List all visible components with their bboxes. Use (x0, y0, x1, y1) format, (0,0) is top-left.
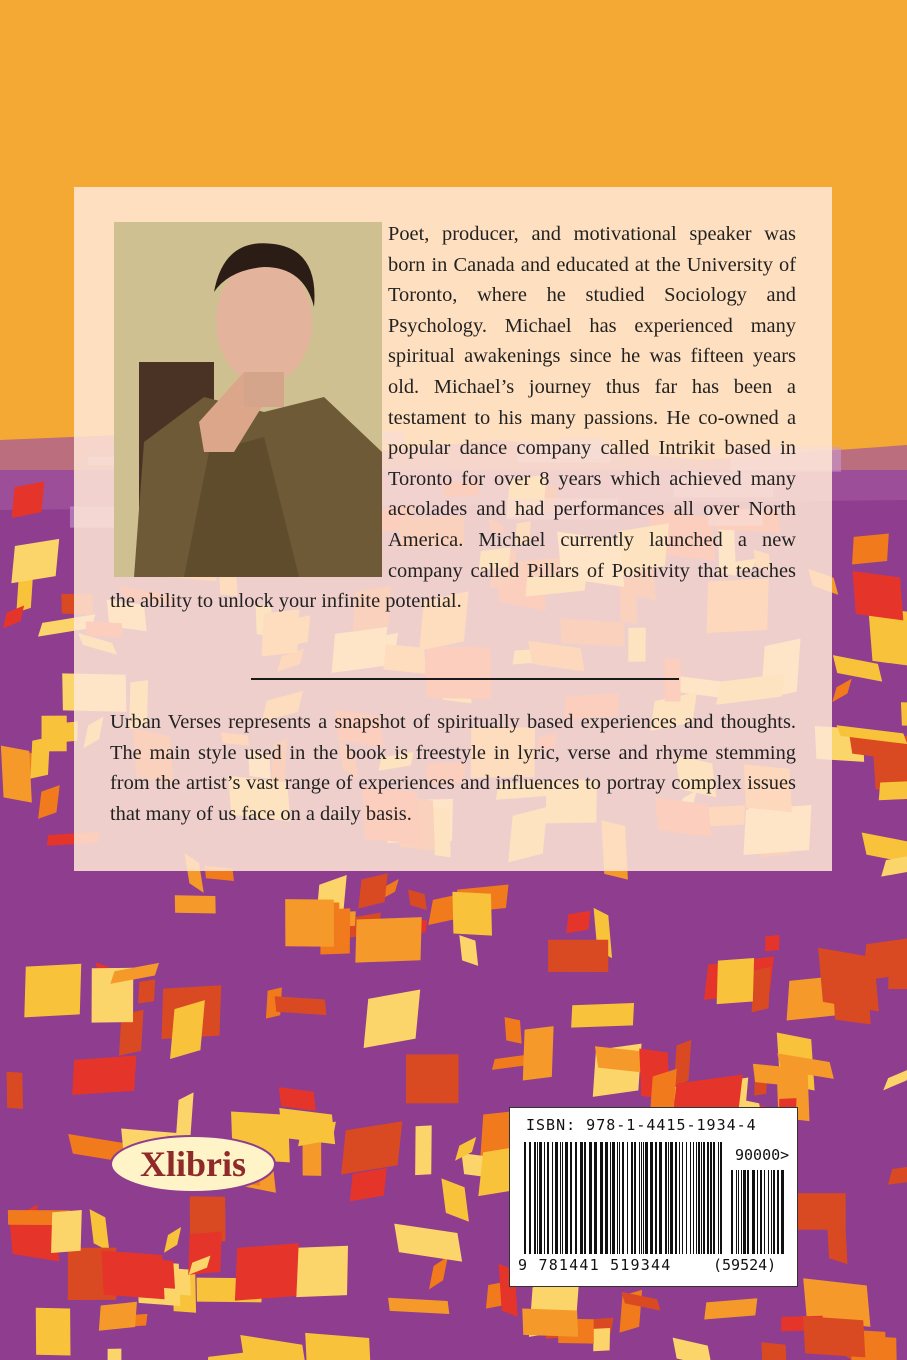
barcode-bar (760, 1170, 762, 1254)
publisher-logo (108, 1134, 278, 1194)
decorative-block (803, 1316, 865, 1357)
decorative-block (752, 967, 771, 1013)
price-code: (59524) (713, 1256, 777, 1274)
barcode-bar (731, 1170, 733, 1254)
decorative-block (296, 1246, 348, 1297)
decorative-block (1, 746, 32, 803)
decorative-block (138, 979, 155, 1003)
barcode-bar (679, 1142, 680, 1254)
barcode-bar (622, 1142, 624, 1254)
ean-number: 9 781441 519344 (518, 1256, 672, 1274)
decorative-block (452, 892, 492, 936)
barcode-bar (627, 1142, 628, 1254)
addon-number: 90000> (735, 1146, 790, 1164)
decorative-block (12, 481, 45, 518)
author-bio (110, 219, 796, 617)
barcode-bar (670, 1142, 673, 1254)
decorative-block (523, 1026, 554, 1080)
barcode-bar (641, 1142, 642, 1254)
barcode-bar (698, 1142, 700, 1254)
barcode-bar (555, 1142, 558, 1254)
barcode-bar (777, 1170, 779, 1254)
decorative-block (24, 964, 81, 1018)
addon-barcode-bars (731, 1170, 787, 1254)
decorative-block (355, 917, 421, 963)
barcode-bar (693, 1142, 694, 1254)
barcode-bar (544, 1142, 545, 1254)
barcode-bar (720, 1142, 722, 1254)
decorative-block (522, 1308, 578, 1336)
barcode-bar (773, 1170, 775, 1254)
barcode-bar (690, 1142, 691, 1254)
barcode-bar (631, 1142, 633, 1254)
barcode-bar (529, 1142, 531, 1254)
barcode-bar (600, 1142, 603, 1254)
barcode-bar (713, 1142, 715, 1254)
decorative-block (285, 899, 334, 947)
ean-barcode-bars (524, 1142, 724, 1254)
decorative-block (36, 1308, 71, 1356)
barcode-bar (650, 1142, 653, 1254)
author-bio-text: Poet, producer, and motivational speaker was born in Canada and educated at the University of Toronto, where he studied Sociology and Psychology. Michael has experienced many spiritual awakenings since he was fifteen years old. Michael’s journey thus far has been a testament to his many passions. He co-owned a popular dance company called Intrikit based in Toronto for over 8 years which achieved many accolades and had performances all over North America. Michael currently launched a new company called Pillars of Positivity that teaches the ability to unlock your infinite potential. (110, 223, 796, 613)
barcode-bar (718, 1142, 719, 1254)
barcode-bar (771, 1170, 772, 1254)
decorative-block (99, 1302, 137, 1331)
decorative-block (853, 571, 904, 620)
barcode-bar (617, 1142, 618, 1254)
decorative-block (566, 911, 590, 933)
decorative-block (30, 737, 50, 779)
barcode-bar (675, 1142, 677, 1254)
barcode-bar (707, 1142, 709, 1254)
barcode-bar (659, 1142, 662, 1254)
barcode-bar (612, 1142, 615, 1254)
decorative-block (7, 1072, 23, 1109)
barcode-bar (552, 1142, 553, 1254)
decorative-block (833, 979, 871, 1024)
barcode-bar (686, 1142, 687, 1254)
barcode-bar (605, 1142, 608, 1254)
barcode-bar (703, 1142, 705, 1254)
barcode-bar (741, 1170, 742, 1254)
barcode-bar (539, 1142, 542, 1254)
decorative-block (548, 940, 608, 972)
decorative-block (717, 958, 754, 1004)
decorative-block (879, 780, 907, 801)
decorative-block (826, 1205, 847, 1264)
barcode-bar (710, 1142, 712, 1254)
barcode-bar (570, 1142, 572, 1254)
barcode-bar (639, 1142, 640, 1254)
decorative-block (51, 1210, 82, 1253)
barcode-bar (645, 1142, 648, 1254)
decorative-block (406, 1054, 459, 1103)
decorative-block (571, 1003, 634, 1028)
barcode-bar (534, 1142, 536, 1254)
decorative-block (72, 1056, 136, 1095)
barcode-bar (655, 1142, 657, 1254)
barcode-bar (560, 1142, 561, 1254)
barcode-bar (738, 1170, 739, 1254)
decorative-block (852, 533, 889, 564)
decorative-block (101, 1251, 164, 1300)
decorative-block (593, 1328, 610, 1351)
decorative-block (11, 539, 59, 583)
barcode-bar (736, 1170, 737, 1254)
text-panel (74, 187, 832, 871)
barcode-bar (584, 1142, 586, 1254)
barcode-bar (701, 1142, 702, 1254)
barcode-bar (610, 1142, 611, 1254)
barcode-bar (537, 1142, 538, 1254)
barcode-bar (781, 1170, 784, 1254)
barcode-bar (580, 1142, 583, 1254)
barcode-bar (575, 1142, 577, 1254)
decorative-block (364, 989, 421, 1047)
decorative-block (170, 1000, 205, 1059)
barcode-bar (524, 1142, 526, 1254)
barcode-bar (768, 1170, 769, 1254)
decorative-block (765, 935, 780, 951)
barcode-bar (619, 1142, 620, 1254)
barcode-bar (682, 1142, 683, 1254)
barcode-bar (668, 1142, 669, 1254)
barcode-bar (743, 1170, 746, 1254)
isbn-label: ISBN: 978-1-4415-1934-4 (526, 1116, 757, 1134)
barcode-bar (764, 1170, 765, 1254)
decorative-block (505, 1017, 522, 1044)
decorative-block (175, 895, 216, 913)
barcode-bar (665, 1142, 667, 1254)
barcode-bar (562, 1142, 563, 1254)
section-divider (251, 678, 679, 680)
barcode-bar (696, 1142, 697, 1254)
barcode-bar (747, 1170, 749, 1254)
book-summary: Urban Verses represents a snapshot of spiritually based experiences and thoughts. The main style used in the book is freestyle in lyric, verse and rhyme stemming from the artist’s vast range of experiences and influences to portray complex issues that many of us face on a daily basis. (110, 711, 796, 825)
barcode-bar (634, 1142, 636, 1254)
barcode-bar (589, 1142, 592, 1254)
barcode-bar (594, 1142, 597, 1254)
publisher-logo-text: Xlibris (139, 1144, 247, 1184)
barcode-bar (757, 1170, 758, 1254)
decorative-block (761, 1342, 786, 1360)
decorative-block (235, 1243, 299, 1301)
isbn-barcode (509, 1107, 798, 1287)
barcode-bar (565, 1142, 568, 1254)
decorative-block (108, 1349, 122, 1360)
decorative-block (901, 702, 907, 727)
decorative-block (415, 1125, 432, 1175)
barcode-bar (752, 1170, 755, 1254)
barcode-bar (643, 1142, 644, 1254)
barcode-bar (547, 1142, 549, 1254)
